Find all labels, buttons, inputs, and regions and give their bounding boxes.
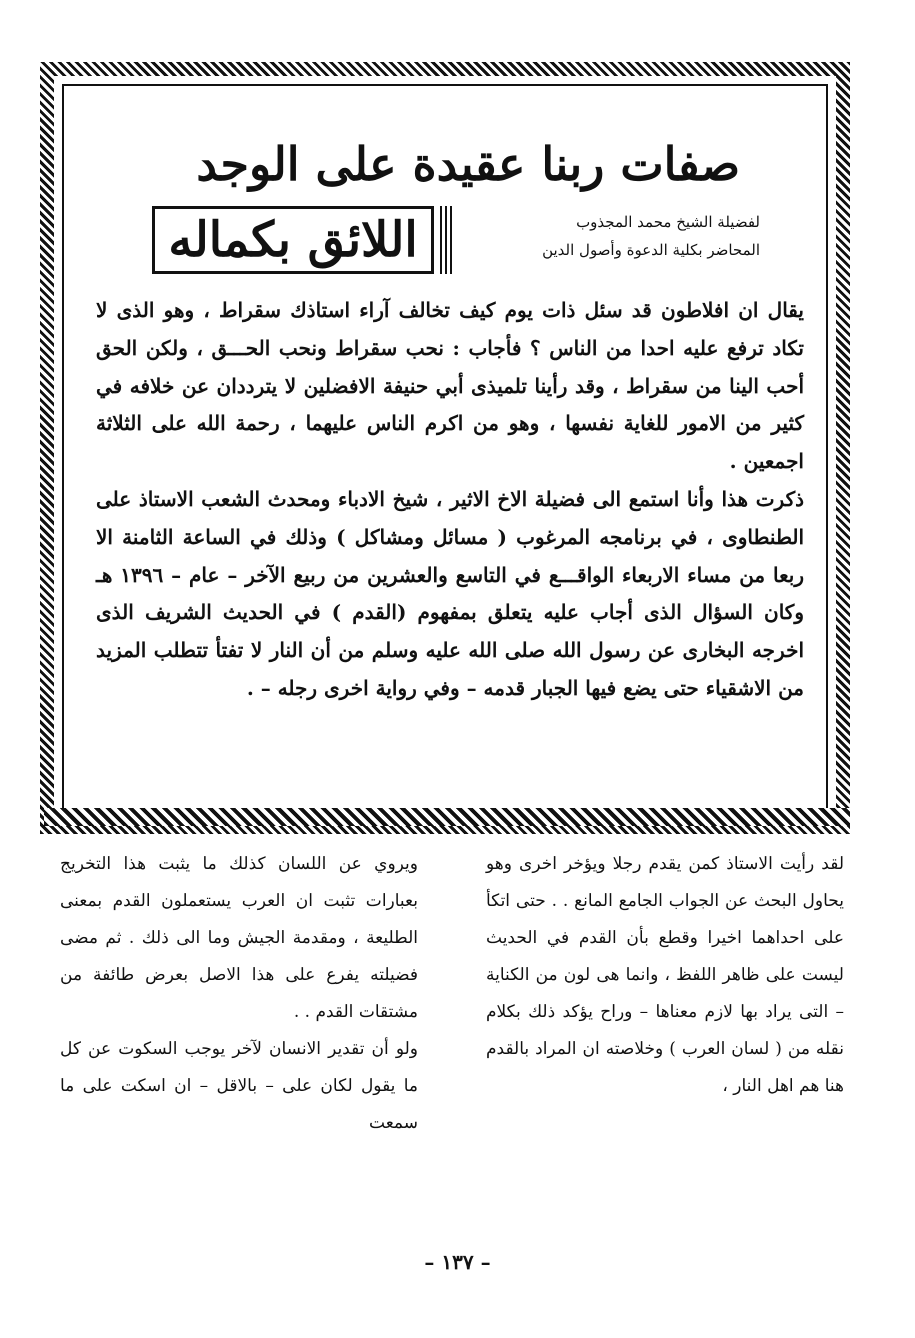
column-left-paragraph-1: ويروي عن اللسان كذلك ما يثبت هذا التخريج بعبارات تثبت ان العرب يستعملون القدم بمعنى الطليعة ، ومقدمة الجيش وما الى ذلك . ثم مضى فضيلته يفرع على هذا الاصل بعرض طائفة من مشتقات القدم . . xyxy=(60,854,418,1022)
column-left xyxy=(60,846,418,1142)
column-right xyxy=(486,846,844,1105)
section-separator xyxy=(44,808,850,826)
title-box xyxy=(152,206,434,274)
column-left-paragraph-2: ولو أن تقدير الانسان لآخر يوجب السكوت عن كل ما يقول لكان على – بالاقل – ان اسكت على ما سمعت xyxy=(60,1039,418,1133)
intro-text xyxy=(96,292,804,708)
page-number: – ١٣٧ – xyxy=(424,1250,491,1274)
intro-paragraph-2: ذكرت هذا وأنا استمع الى فضيلة الاخ الاثير ، شيخ الادباء ومحدث الشعب الاستاذ على الطنطاوى ، في برنامجه المرغوب ( مسائل ومشاكل ) وذلك في الساعة الثامنة الا ربعا من مساء الاربعاء الواقـــع في التاسع والعشرين من ربيع الآخر – عام – ١٣٩٦ هـ وكان السؤال الذى أجاب عليه يتعلق بمفهوم (القدم ) في الحديث الشريف الذى اخرجه البخارى عن رسول الله صلى الله عليه وسلم من أن النار لا تفتأ تتطلب المزيد من الاشقياء حتى يضع فيها الجبار قدمه – وفي رواية اخرى رجله – . xyxy=(96,486,804,700)
article-title-calligraphy: صفات ربنا عقيدة على الوجد xyxy=(196,137,740,191)
title-divider-bars xyxy=(440,206,454,274)
intro-paragraph-1: يقال ان افلاطون قد سئل ذات يوم كيف تخالف آراء استاذك سقراط ، وهو الذى لا تكاد ترفع عليه احدا من الناس ؟ فأجاب : نحب سقراط ونحب الحـــق ، ولكن الحق أحب الينا من سقراط ، وقد رأينا تلميذى أبي حنيفة الافضلين لا يترددان عن خلافه في كثير من الامور للغاية نفسها ، وهو من اكرم الناس عليهما ، رحمة الله على الثلاثة اجمعين . xyxy=(96,298,804,474)
author-affiliation: المحاضر بكلية الدعوة وأصول الدين xyxy=(542,241,760,259)
article-title-main: اللائق بكماله xyxy=(168,212,418,268)
author-byline xyxy=(460,208,760,264)
column-right-paragraph: لقد رأيت الاستاذ كمن يقدم رجلا ويؤخر اخرى وهو يحاول البحث عن الجواب الجامع المانع . . حتى اتكأ على احداهما اخيرا وقطع بأن القدم في الحديث ليست على ظاهر اللفظ ، وانما هى لون من الكناية – التى يراد بها لازم معناها – وراح يؤكد ذلك بكلام نقله من ( لسان العرب ) وخلاصته ان المراد بالقدم هنا هم اهل النار ، xyxy=(486,854,844,1096)
author-name: لفضيلة الشيخ محمد المجذوب xyxy=(576,213,760,231)
